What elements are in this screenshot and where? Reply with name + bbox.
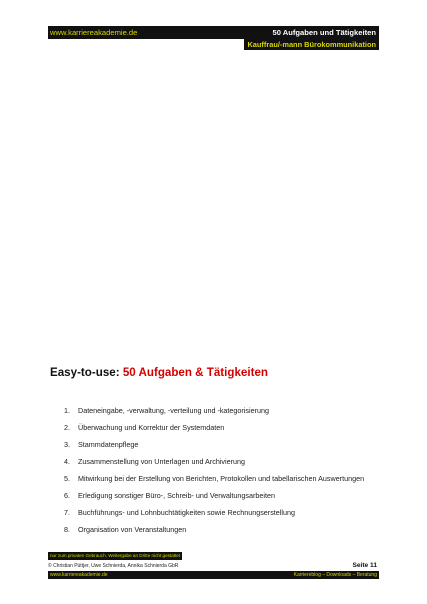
page-footer xyxy=(48,552,379,579)
list-item-number: 5. xyxy=(64,474,70,483)
footer-tagline: Karriereblog – Downloads – Beratung xyxy=(293,572,377,578)
page-number: Seite 11 xyxy=(352,562,377,569)
list-item-number: 4. xyxy=(64,457,70,466)
list-item-number: 7. xyxy=(64,508,70,517)
list-item xyxy=(64,474,384,491)
list-item xyxy=(64,423,384,440)
task-list xyxy=(64,406,384,542)
header-subtitle-row xyxy=(48,39,379,50)
list-item xyxy=(64,491,384,508)
list-item-text: Mitwirkung bei der Erstellung von Berichten, Protokollen und tabellarischen Auswertungen xyxy=(78,474,365,483)
footer-copyright-row xyxy=(48,560,379,571)
list-item-number: 8. xyxy=(64,525,70,534)
header-bar xyxy=(48,26,379,39)
list-item-number: 1. xyxy=(64,406,70,415)
list-item-text: Dateneingabe, -verwaltung, -verteilung und -kategorisierung xyxy=(78,406,269,415)
list-item-text: Erledigung sonstiger Büro-, Schreib- und Verwaltungsarbeiten xyxy=(78,491,275,500)
page-header xyxy=(48,26,379,50)
list-item-text: Stammdatenpflege xyxy=(78,440,139,449)
list-item-number: 2. xyxy=(64,423,70,432)
list-item-text: Überwachung und Korrektur der Systemdaten xyxy=(78,423,225,432)
footer-site-link[interactable]: www.karriereakademie.de xyxy=(50,572,108,578)
header-site-link[interactable]: www.karriereakademie.de xyxy=(50,28,138,37)
list-item-text: Organisation von Veranstaltungen xyxy=(78,525,187,534)
document-subtitle: Kauffrau/-mann Bürokommunikation xyxy=(244,39,379,50)
document-title: 50 Aufgaben und Tätigkeiten xyxy=(272,28,376,37)
footer-bar xyxy=(48,571,379,579)
list-item xyxy=(64,508,384,525)
list-item-text: Buchführungs- und Lohnbuchtätigkeiten sowie Rechnungserstellung xyxy=(78,508,295,517)
list-item xyxy=(64,457,384,474)
usage-note: nur zum privaten Gebrauch, Weitergabe an Dritte nicht gestattet xyxy=(50,553,181,558)
list-item-number: 3. xyxy=(64,440,70,449)
section-heading-prefix: Easy-to-use: xyxy=(50,366,123,379)
list-item xyxy=(64,440,384,457)
list-item-text: Zusammenstellung von Unterlagen und Archivierung xyxy=(78,457,246,466)
list-item xyxy=(64,525,384,542)
list-item-number: 6. xyxy=(64,491,70,500)
list-item xyxy=(64,406,384,423)
footer-note-row xyxy=(48,552,379,560)
copyright-text: © Christian Püttjer, Uwe Schnierda, Annika Schnierda GbR xyxy=(48,563,179,569)
section-heading-accent: 50 Aufgaben & Tätigkeiten xyxy=(122,366,268,379)
section-heading xyxy=(50,366,268,379)
